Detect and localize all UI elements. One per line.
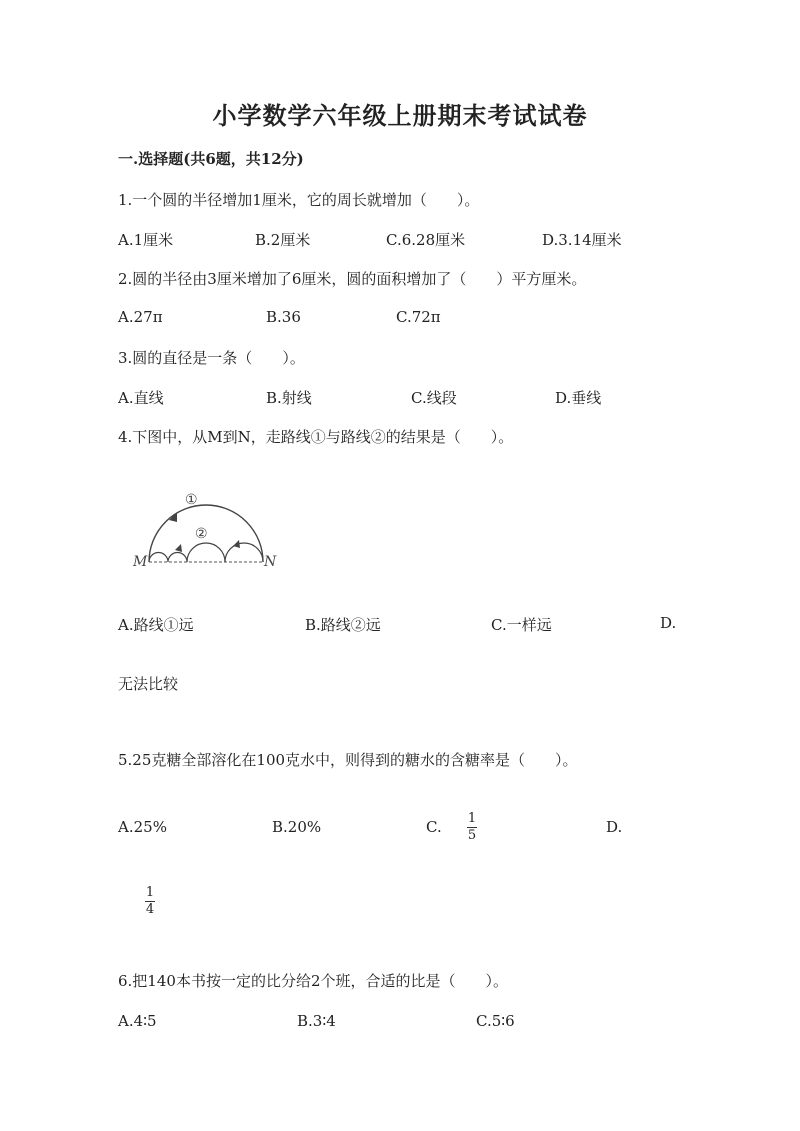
q2-option-b[interactable]: B.36 [266, 308, 301, 326]
q5-option-b[interactable]: B.20% [272, 818, 322, 836]
page-title: 小学数学六年级上册期末考试试卷 [212, 101, 588, 130]
question-5-stem: 5.25克糖全部溶化在100克水中，则得到的糖水的含糖率是（ ）。 [118, 751, 578, 769]
q5-option-d[interactable]: D. [606, 818, 623, 836]
q6-option-b[interactable]: B.3∶4 [297, 1012, 336, 1030]
point-m-label: M [133, 554, 148, 570]
q4-option-c[interactable]: C.一样远 [491, 616, 552, 634]
route-diagram [125, 480, 285, 575]
point-n-label: N [264, 554, 277, 570]
q4-option-b[interactable]: B.路线②远 [305, 616, 381, 634]
q5-d-numerator: 1 [145, 885, 155, 900]
q3-option-b[interactable]: B.射线 [266, 389, 312, 407]
q4-option-a[interactable]: A.路线①远 [118, 616, 194, 634]
route-2-arrow-icon-2 [233, 540, 240, 548]
question-1-stem: 1.一个圆的半径增加1厘米，它的周长就增加（ ）。 [118, 191, 480, 209]
question-2-stem: 2.圆的半径由3厘米增加了6厘米，圆的面积增加了（ ）平方厘米。 [118, 270, 587, 288]
route-2-arc-2 [168, 553, 187, 563]
question-6-stem: 6.把140本书按一定的比分给2个班，合适的比是（ ）。 [118, 972, 508, 990]
q5-c-numerator: 1 [467, 811, 477, 826]
q6-option-c[interactable]: C.5∶6 [476, 1012, 515, 1030]
route-2-arc-1 [149, 553, 168, 563]
q5-c-denominator: 5 [467, 828, 477, 843]
q5-d-denominator: 4 [145, 902, 155, 917]
q1-option-b[interactable]: B.2厘米 [255, 231, 311, 249]
route-2-label: ② [195, 526, 208, 542]
route-2-arc-4 [225, 543, 263, 562]
q4-option-d-text[interactable]: 无法比较 [118, 675, 179, 693]
q6-option-a[interactable]: A.4∶5 [118, 1012, 157, 1030]
q5-option-c[interactable]: C. [426, 818, 442, 836]
q3-option-a[interactable]: A.直线 [118, 389, 164, 407]
question-3-stem: 3.圆的直径是一条（ ）。 [118, 349, 305, 367]
q5-option-a[interactable]: A.25% [118, 818, 167, 836]
q1-option-d[interactable]: D.3.14厘米 [542, 231, 622, 249]
q5-option-d-fraction[interactable] [145, 886, 155, 917]
section-heading: 一.选择题(共6题，共12分) [118, 150, 304, 168]
q5-option-c-fraction[interactable] [467, 812, 477, 843]
q4-option-d[interactable]: D. [660, 614, 677, 632]
q3-option-c[interactable]: C.线段 [411, 389, 457, 407]
q3-option-d[interactable]: D.垂线 [555, 389, 602, 407]
route-1-label: ① [185, 492, 198, 508]
q2-option-a[interactable]: A.27π [118, 308, 163, 326]
route-2-arrow-icon-1 [175, 544, 182, 552]
route-2-arc-3 [187, 543, 225, 562]
q1-option-a[interactable]: A.1厘米 [118, 231, 174, 249]
q2-option-c[interactable]: C.72π [396, 308, 441, 326]
question-4-stem: 4.下图中，从M到N，走路线①与路线②的结果是（ ）。 [118, 428, 514, 446]
q1-option-c[interactable]: C.6.28厘米 [386, 231, 466, 249]
